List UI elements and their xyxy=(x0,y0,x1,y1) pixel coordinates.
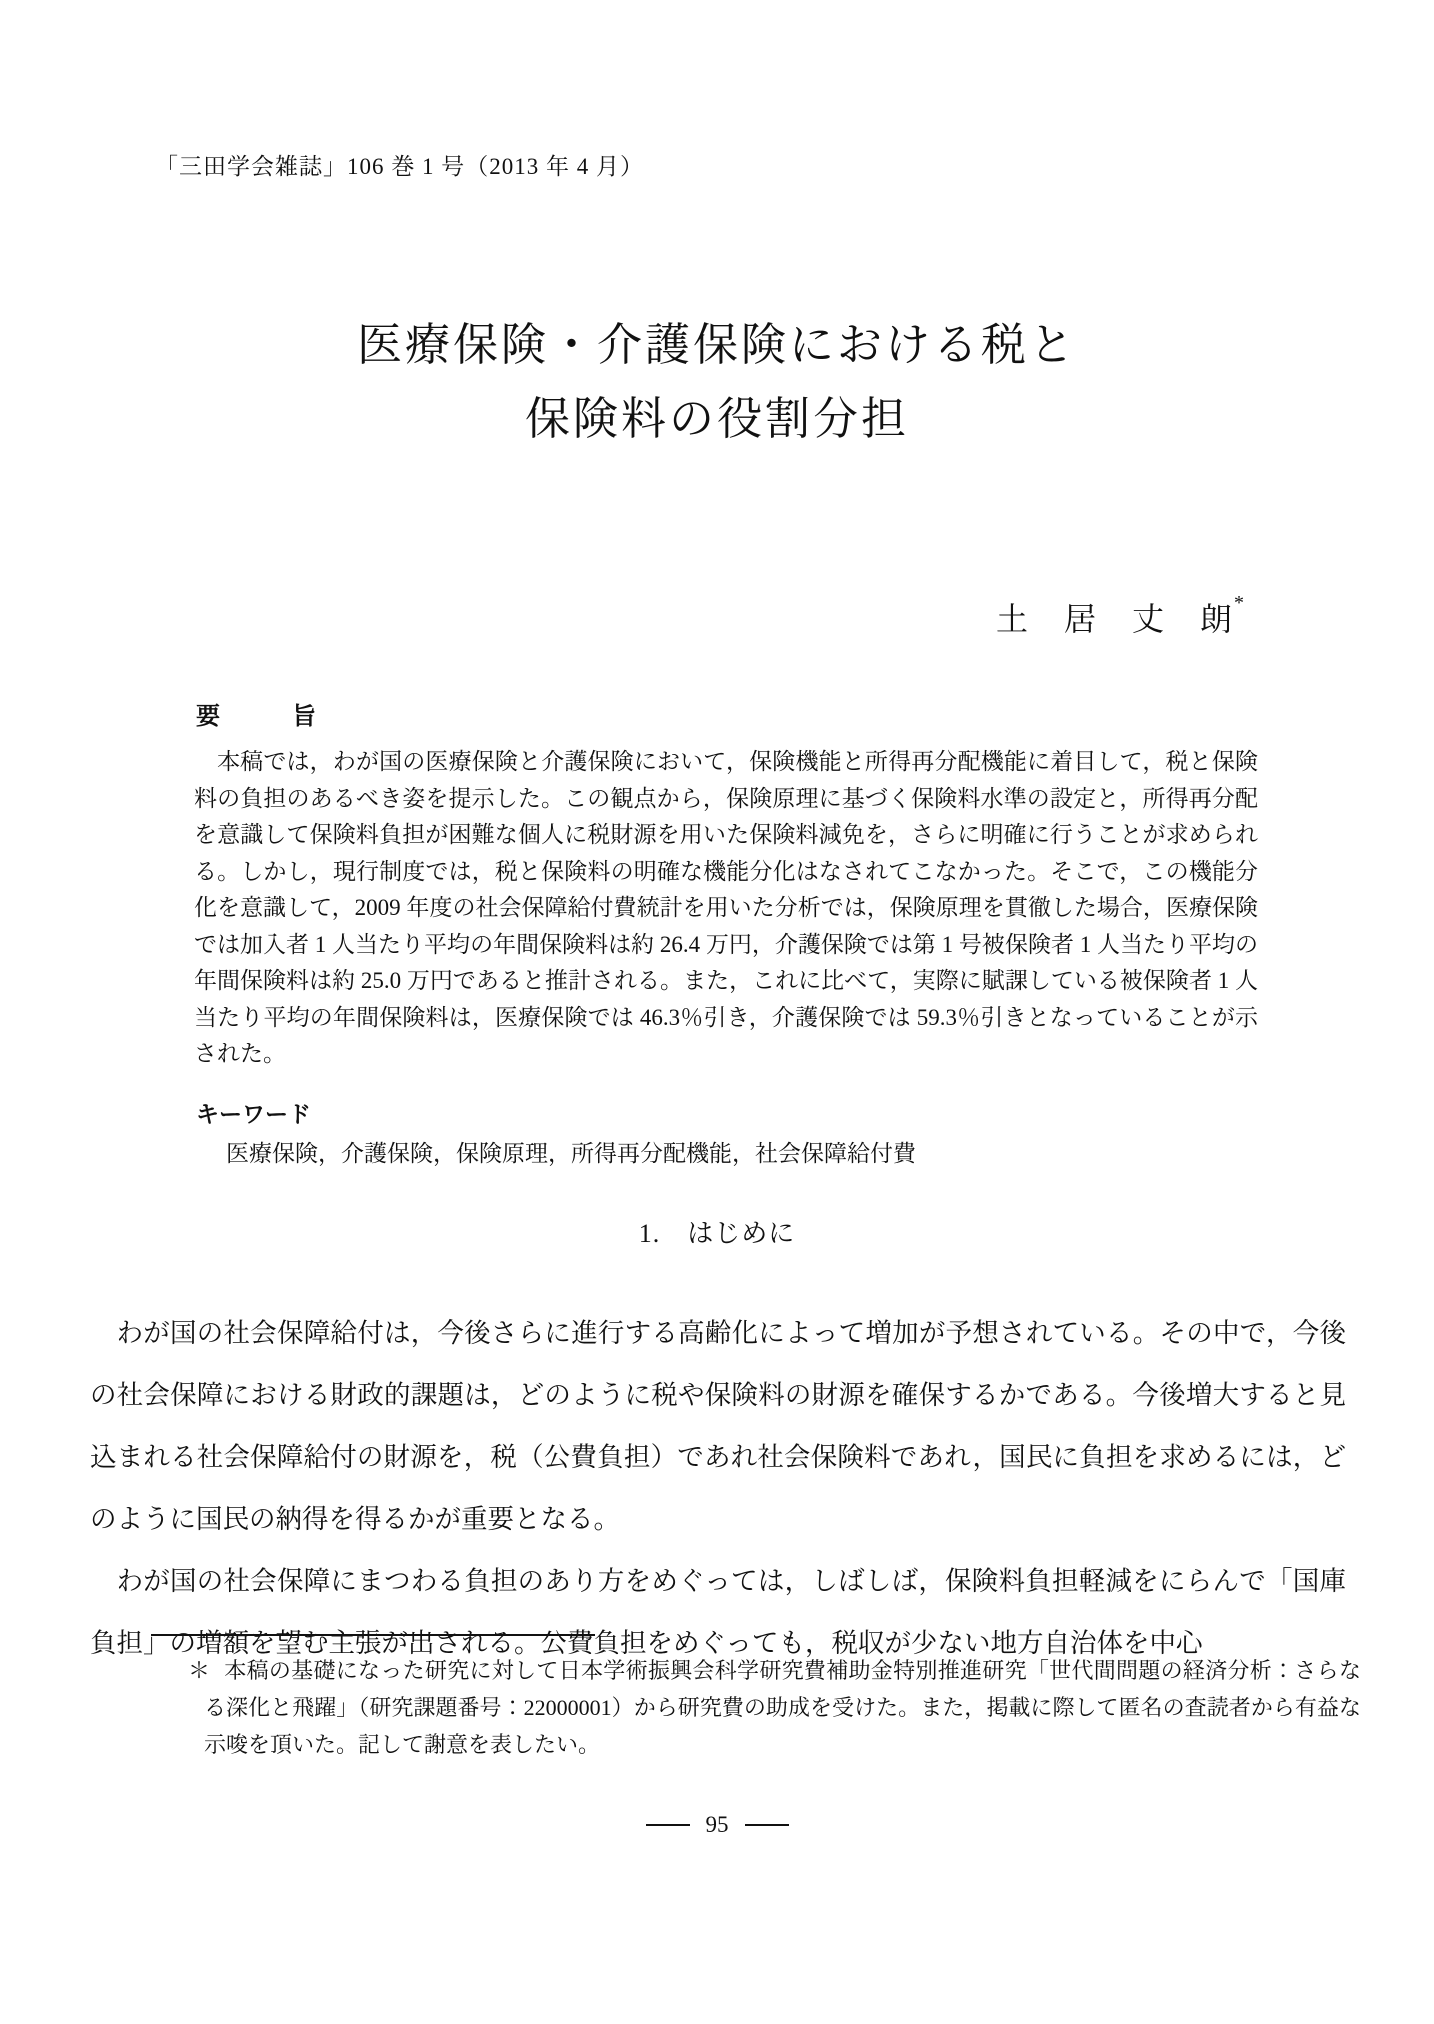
body-paragraph-1: わが国の社会保障給付は，今後さらに進行する高齢化によって増加が予想されている。その中で，今後の社会保障における財政的課題は，どのように税や保険料の財源を確保するかである。今後増大すると見込まれる社会保障給付の財源を，税（公費負担）であれ社会保険料であれ，国民に負担を求めるには，どのように国民の納得を得るかが重要となる。 xyxy=(90,1318,1346,1534)
paper-title xyxy=(0,308,1434,456)
page-number: 95 xyxy=(705,1812,729,1837)
body-paragraph-2: わが国の社会保障にまつわる負担のあり方をめぐっては，しばしば，保険料負担軽減をにらんで「国庫負担」の増額を望む主張が出される。公費負担をめぐっても，税収が少ない地方自治体を中心 xyxy=(90,1566,1346,1658)
footer-right-dash xyxy=(745,1824,789,1826)
author-name: 土 居 丈 朗 xyxy=(995,601,1234,637)
keywords-heading: キーワード xyxy=(196,1101,311,1127)
footnote-separator-rule xyxy=(151,1634,595,1636)
paper-title-line-2: 保険料の役割分担 xyxy=(524,394,909,444)
paper-title-line-1: 医療保険・介護保険における税と xyxy=(356,320,1077,370)
journal-citation-header: 「三田学会雑誌」106 巻 1 号（2013 年 4 月） xyxy=(155,154,644,179)
page-footer xyxy=(0,1812,1434,1838)
footnote xyxy=(188,1652,1361,1763)
section-1-body xyxy=(90,1302,1346,1674)
footer-left-dash xyxy=(646,1824,690,1826)
section-1-heading: 1. はじめに xyxy=(638,1219,796,1248)
abstract-heading: 要 旨 xyxy=(196,703,316,730)
footnote-marker: ＊ xyxy=(188,1658,211,1683)
abstract-body: 本稿では，わが国の医療保険と介護保険において，保険機能と所得再分配機能に着目して，税と保険料の負担のあるべき姿を提示した。この観点から，保険原理に基づく保険料水準の設定と，所得再分配を意識して保険料負担が困難な個人に税財源を用いた保険料減免を，さらに明確に行うことが求められる。しかし，現行制度では，税と保険料の明確な機能分化はなされてこなかった。そこで，この機能分化を意識して，2009 年度の社会保障給付費統計を用いた分析では，保険原理を貫徹した場合，医療保険では加入者 1 人当たり平均の年間保険料は約 26.4 万円，介護保険では第 1 号被保険者 1 人当たり平均の年間保険料は約 25.0 万円であると推計される。また，これに比べて，実際に賦課している被保険者 1 人当たり平均の年間保険料は，医療保険では 46.3％引き，介護保険では 59.3％引きとなっていることが示された。 xyxy=(194,749,1258,1066)
keywords-list: 医療保険，介護保険，保険原理，所得再分配機能，社会保障給付費 xyxy=(226,1141,916,1166)
footnote-text: 本稿の基礎になった研究に対して日本学術振興会科学研究費補助金特別推進研究「世代間問題の経済分析：さらなる深化と飛躍」（研究課題番号：22000001）から研究費の助成を受けた。また，掲載に際して匿名の査読者から有益な示唆を頂いた。記して謝意を表したい。 xyxy=(204,1658,1361,1757)
author-line xyxy=(996,594,1246,640)
author-footnote-marker: * xyxy=(1234,592,1246,614)
